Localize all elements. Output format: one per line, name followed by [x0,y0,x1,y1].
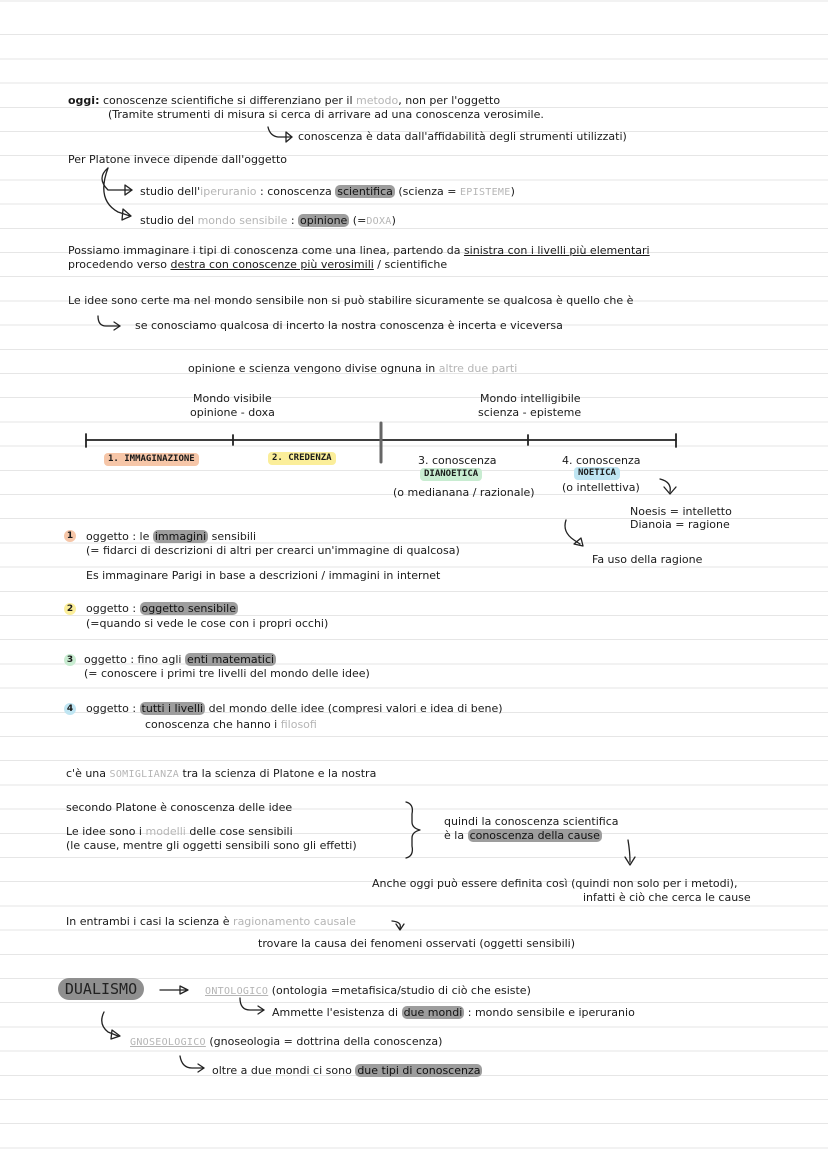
num-2: 2 [64,603,76,615]
ontologico-word: ONTOLOGICO [205,986,269,997]
somi-a: c'è una [66,767,110,780]
gnoseologico-def: (gnoseologia = dottrina della conoscenza) [205,1035,443,1048]
mondo-visibile-title: Mondo visibile [193,392,272,405]
oggi-text-c: , non per l'oggetto [398,94,501,107]
arrow-due-conoscenze-icon [180,1056,204,1068]
oggetto-4-filosofi [145,718,317,731]
iperuranio-a: studio dell' [140,185,201,198]
divise-b: altre due parti [438,362,518,375]
oggi-metodo: metodo [356,94,399,107]
sensibile-g: ) [391,214,396,227]
line-trovare-causa: trovare la causa dei fenomeni osservati (oggetti sensibili) [258,937,576,950]
oggetto-1 [86,530,256,543]
linea-a: Possiamo immaginare i tipi di conoscenza come una linea, partendo da [68,244,464,257]
segment-credenza: 2. CREDENZA [268,452,336,465]
line-mondo-sensibile [140,214,396,228]
line-strumenti: (Tramite strumenti di misura si cerca di arrivare ad una conoscenza verosimile. [108,108,544,121]
line-linea-1 [68,244,650,257]
immagini-highlight: immagini [154,530,207,543]
tutti-livelli-highlight: tutti i livelli [141,702,204,715]
num-1: 1 [64,530,76,542]
iperuranio-e: (scienza = [394,185,460,198]
line-modelli [66,825,293,838]
segment3-title: 3. conoscenza [418,454,497,467]
oggetto-2-desc: (=quando si vede le cose con i propri occhi) [86,617,329,630]
brace-right-icon [406,802,420,858]
ragione-note: Fa uso della ragione [592,553,703,566]
num-3: 3 [64,654,76,666]
line-infatti: infatti è ciò che cerca le cause [583,891,751,904]
segment-immaginazione: 1. IMMAGINAZIONE [104,453,199,466]
dualismo-badge: DUALISMO [58,978,144,1000]
oggi-label: oggi: [68,94,100,107]
segment-dianoetica: DIANOETICA [420,468,482,481]
line-idee-certe: Le idee sono certe ma nel mondo sensibile non si può stabilire sicuramente se qualcosa è quello che è [68,294,634,307]
mondo-intelligibile-title: Mondo intelligibile [480,392,581,405]
oggetto-3-desc: (= conoscere i primi tre livelli del mondo delle idee) [84,667,370,680]
modelli-c: delle cose sensibili [185,825,293,838]
oggetto-sensibile-highlight: oggetto sensibile [141,602,236,615]
line-oggi [68,94,500,107]
line-incerto: se conosciamo qualcosa di incerto la nostra conoscenza è incerta e viceversa [135,319,563,332]
line-ontologico [205,984,531,998]
scientifica-highlight: scientifica [337,185,393,198]
line-somiglianza [66,767,376,781]
opinione-highlight: opinione [300,214,348,227]
gnoseologico-word: GNOSEOLOGICO [130,1037,206,1048]
o4-d: conoscenza che hanno i [145,718,281,731]
linea-sinistra: sinistra con i livelli più elementari [463,244,650,257]
linea2-c: / scientifiche [373,258,448,271]
arrow-affidabilita-icon [268,127,292,137]
iperuranio-g: ) [510,185,515,198]
conoscenze-a: oltre a due mondi ci sono [212,1064,356,1077]
o4-a: oggetto : [86,702,140,715]
line-due-mondi [272,1006,635,1019]
due-mondi-highlight: due mondi [403,1006,463,1019]
somi-c: tra la scienza di Platone e la nostra [179,767,377,780]
sensibile-e: (= [349,214,367,227]
linea2-a: procedendo verso [68,258,171,271]
oggetto-1-desc: (= fidarci di descrizioni di altri per crearci un'immagine di qualcosa) [86,544,460,557]
due-conoscenze-highlight: due tipi di conoscenza [357,1064,481,1077]
sensibile-a: studio del [140,214,198,227]
arrow-head-icon [286,132,292,142]
somiglianza-word: SOMIGLIANZA [109,769,180,780]
segment-noetica: NOETICA [574,467,620,480]
linea-destra: destra con conoscenze più verosimili [170,258,374,271]
arrow-gnoseologico-icon [102,1012,118,1036]
conoscenza-cause-highlight: conoscenza della cause [469,829,600,842]
line-platone-idee: secondo Platone è conoscenza delle idee [66,801,293,814]
divise-a: opinione e scienza vengono divise ognuna in [188,362,439,375]
doxa-word: DOXA [366,216,392,227]
arrow-down-icon [628,840,630,862]
oggi-text-a: conoscenze scientifiche si differenziano per il [102,94,357,107]
o1-a: oggetto : le [86,530,153,543]
modelli-a: Le idee sono i [66,825,146,838]
segment3-sub: (o medianana / razionale) [393,486,535,499]
line-platone: Per Platone invece dipende dall'oggetto [68,153,288,166]
line-gnoseologico [130,1035,442,1049]
mondo-visibile-sub: opinione - doxa [190,406,275,419]
mondi-c: : mondo sensibile e iperuranio [464,1006,635,1019]
line-quindi: quindi la conoscenza scientifica [444,815,619,828]
ontologico-def: (ontologia =metafisica/studio di ciò che esiste) [268,984,531,997]
segment4-sub: (o intellettiva) [562,481,640,494]
line-conoscenza-cause [444,829,602,842]
o4-c: del mondo delle idee (compresi valori e idea di bene) [205,702,503,715]
entrambi-a: In entrambi i casi la scienza è [66,915,234,928]
arrow-incerto-icon [98,316,120,326]
oggetto-4 [86,702,503,715]
iperuranio-c: : conoscenza [256,185,336,198]
enti-matematici-highlight: enti matematici [186,653,275,666]
iperuranio-word: iperuranio [200,185,257,198]
line-due-conoscenze [212,1064,482,1077]
o3-a: oggetto : fino agli [84,653,185,666]
arrow-causale-icon [392,921,400,928]
modelli-word: modelli [145,825,186,838]
arrow-noesis-icon [660,479,670,492]
arrow-iperuranio-icon [102,168,132,190]
line-cause-effetti: (le cause, mentre gli oggetti sensibili sono gli effetti) [66,839,357,852]
line-anche-oggi: Anche oggi può essere definita così (quindi non solo per i metodi), [372,877,738,890]
arrow-due-mondi-icon [240,998,264,1010]
oggetto-2 [86,602,238,615]
noesis-def: Noesis = intelletto [630,505,732,518]
line-entrambi [66,915,356,928]
ragionamento-causale: ragionamento causale [233,915,356,928]
cause-a: è la [444,829,468,842]
o2-a: oggetto : [86,602,140,615]
segment4-title: 4. conoscenza [562,454,641,467]
line-divise [188,362,517,375]
o1-c: sensibili [208,530,257,543]
episteme-word: EPISTEME [459,187,511,198]
line-linea-2 [68,258,447,271]
sensibile-word: mondo sensibile [197,214,288,227]
mondo-intelligibile-sub: scienza - episteme [478,406,582,419]
arrow-ragione-icon [565,520,580,544]
filosofi-word: filosofi [280,718,317,731]
line-affidabilita: conoscenza è data dall'affidabilità degli strumenti utilizzati) [298,130,627,143]
sensibile-c: : [287,214,299,227]
mondi-a: Ammette l'esistenza di [272,1006,402,1019]
dianoia-def: Dianoia = ragione [630,518,730,531]
line-iperuranio [140,185,515,199]
num-4: 4 [64,703,76,715]
oggetto-1-es: Es immaginare Parigi in base a descrizioni / immagini in internet [86,569,441,582]
oggetto-3 [84,653,276,666]
